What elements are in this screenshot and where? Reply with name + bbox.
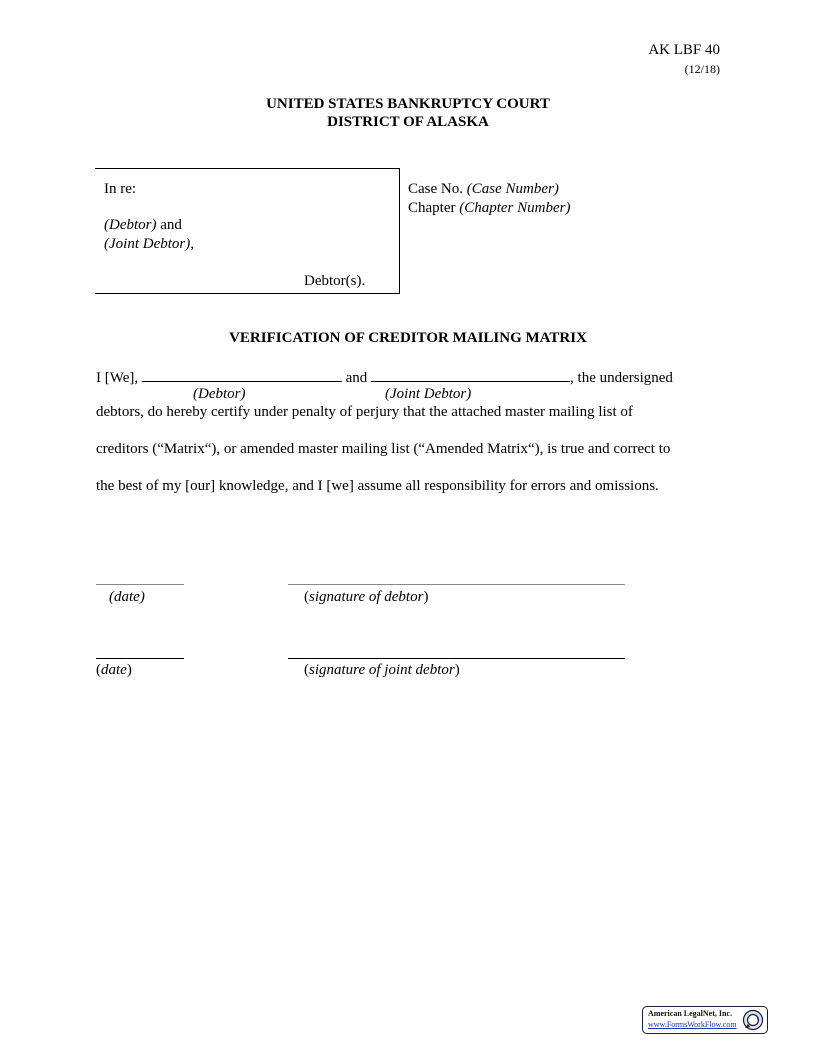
- form-id: AK LBF 40: [648, 42, 720, 58]
- date-label-1-text: (date): [109, 589, 145, 605]
- date2-open: (: [96, 662, 101, 678]
- logo-website-link[interactable]: www.FormsWorkFlow.com: [648, 1020, 737, 1029]
- debtor-sub-label: (Debtor): [193, 386, 246, 402]
- joint-debtor-placeholder[interactable]: (Joint Debtor): [104, 236, 191, 252]
- sig-joint-close: ): [454, 662, 460, 678]
- case-number-line: [408, 180, 570, 199]
- debtor-caption-line: [104, 217, 182, 234]
- chapter-line: [408, 199, 570, 218]
- in-re-label: In re:: [104, 181, 137, 197]
- line1-and: and: [341, 370, 372, 386]
- court-district: DISTRICT OF ALASKA: [327, 114, 489, 130]
- certification-line-2: debtors, do hereby certify under penalty of perjury that the attached master mailing list of: [96, 404, 633, 420]
- case-no-label: Case No.: [408, 181, 467, 197]
- certification-line-3: creditors (“Matrix“), or amended master mailing list (“Amended Matrix“), is true and correct to: [96, 441, 671, 457]
- date2-text: date: [101, 662, 127, 678]
- and-text: and: [156, 217, 182, 233]
- line1-start: I [We],: [96, 370, 142, 386]
- joint-debtor-signature-label: [304, 662, 460, 679]
- joint-debtor-name-blank[interactable]: [371, 368, 570, 382]
- court-header: [0, 95, 816, 131]
- date-label-1: [109, 589, 145, 606]
- debtor-placeholder[interactable]: (Debtor): [104, 217, 157, 233]
- logo-company-name: American LegalNet, Inc.: [648, 1009, 732, 1018]
- date-line-2[interactable]: [96, 658, 184, 659]
- form-revision: (12/18): [684, 62, 720, 76]
- debtor-signature-line[interactable]: [288, 584, 625, 585]
- joint-debtor-caption-line: [104, 236, 194, 253]
- document-title: VERIFICATION OF CREDITOR MAILING MATRIX: [229, 330, 587, 346]
- date-line-1[interactable]: [96, 584, 184, 585]
- line1-end: , the undersigned: [570, 370, 673, 386]
- chapter-number-field[interactable]: (Chapter Number): [459, 200, 571, 216]
- sig-debtor-close: ): [423, 589, 429, 605]
- certification-line-4: the best of my [our] knowledge, and I [we] assume all responsibility for errors and omissions.: [96, 478, 659, 494]
- joint-debtor-signature-line[interactable]: [288, 658, 625, 659]
- case-info: [408, 180, 570, 218]
- sig-debtor-text: signature of debtor: [309, 589, 424, 605]
- globe-arrow-icon: [742, 1009, 764, 1031]
- case-caption-box: [95, 168, 400, 294]
- joint-debtor-sub-label: (Joint Debtor): [385, 386, 472, 402]
- chapter-label: Chapter: [408, 200, 460, 216]
- comma-text: ,: [190, 236, 194, 252]
- sig-joint-open: (: [304, 662, 309, 678]
- court-name: UNITED STATES BANKRUPTCY COURT: [266, 96, 550, 112]
- case-number-field[interactable]: (Case Number): [466, 181, 559, 197]
- debtors-label: Debtor(s).: [304, 273, 366, 289]
- certification-line-1: [96, 368, 673, 387]
- sig-joint-text: signature of joint debtor: [309, 662, 455, 678]
- debtor-signature-label: [304, 589, 428, 606]
- american-legalnet-logo[interactable]: [642, 1006, 768, 1034]
- sig-debtor-open: (: [304, 589, 309, 605]
- date-label-2: [96, 662, 132, 679]
- date2-close: ): [126, 662, 132, 678]
- debtor-name-blank[interactable]: [142, 368, 342, 382]
